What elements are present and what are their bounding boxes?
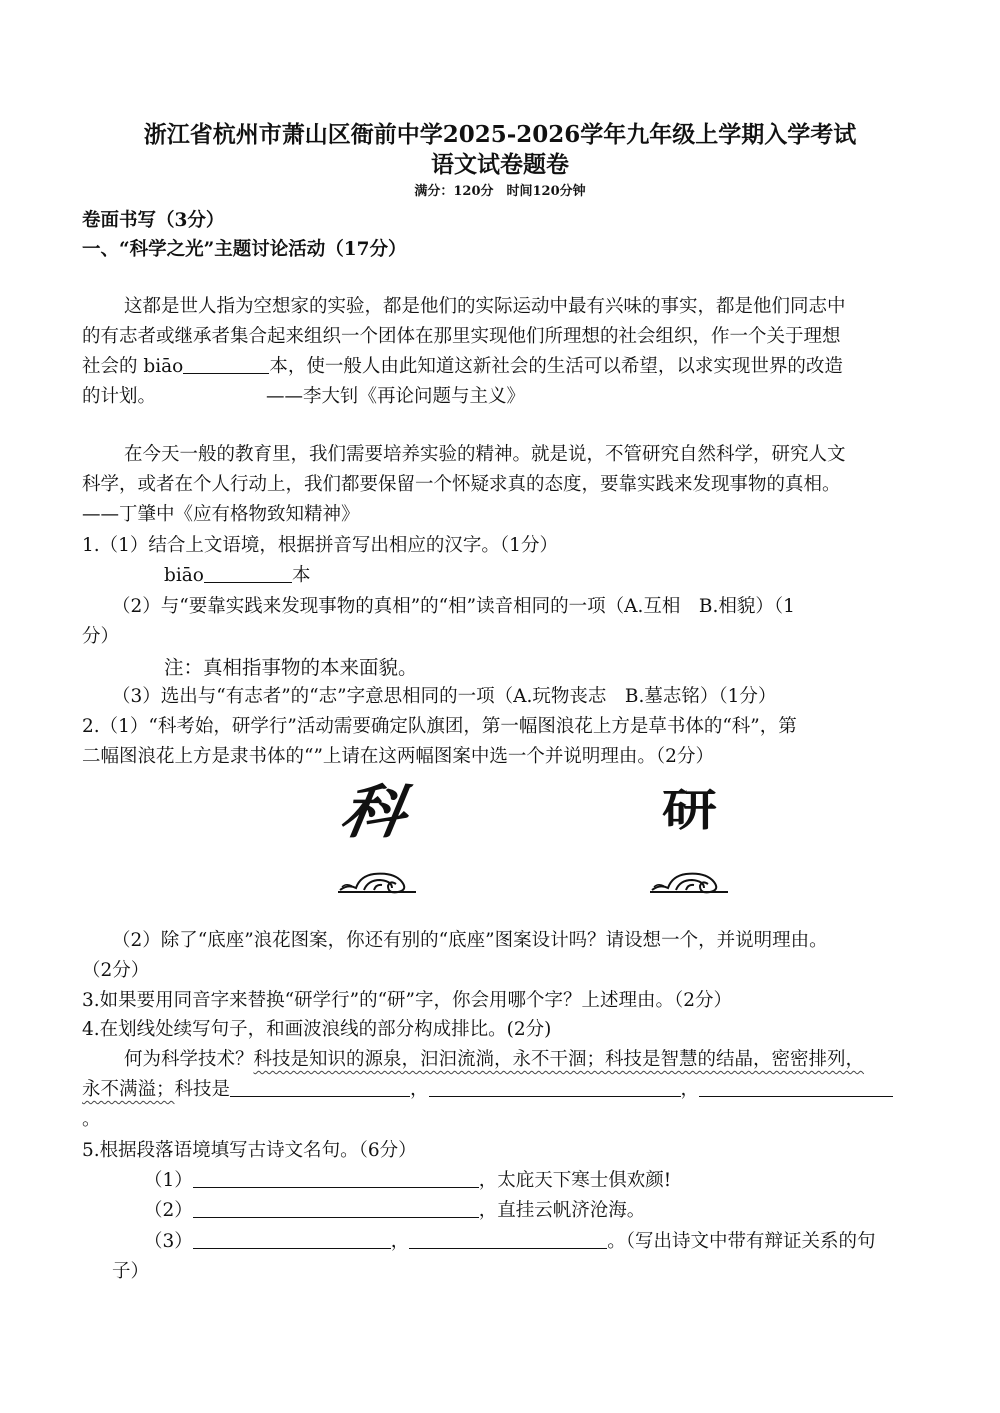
q5-item3-blank-2[interactable]	[409, 1230, 607, 1249]
q4-lead: 何为科学技术？	[124, 1049, 254, 1070]
q5-item3-num: （3）	[144, 1231, 193, 1252]
q4-wavy-text-1: 科技是知识的源泉，汩汩流淌，永不干涸；科技是智慧的结晶，密密排列，	[253, 1049, 865, 1070]
q4-comma-2: ，	[680, 1079, 700, 1100]
q1-part3: （3）选出与“有志者”的“志”字意思相同的一项（A.玩物丧志 B.墓志铭）（1分）	[112, 686, 777, 707]
q5-item1-blank[interactable]	[193, 1169, 479, 1188]
q5-item1-tail: ，太庇天下寒士俱欢颜!	[478, 1170, 672, 1191]
wave-base-icon	[336, 858, 426, 898]
q2-part2-line2: （2分）	[82, 960, 150, 981]
flag-design-cursive-ke	[336, 780, 426, 900]
q1-ben: 本	[291, 565, 311, 586]
flag-design-clerical-yan	[648, 780, 738, 900]
q1-pinyin: biāo	[164, 565, 204, 586]
section-part1: 一、“科学之光”主题讨论活动（17分）	[82, 239, 407, 260]
q2-part2-line1: （2）除了“底座”浪花图案，你还有别的“底座”图案设计吗？请设想一个，并说明理由。	[112, 930, 828, 951]
q4-answer-blank-2[interactable]	[429, 1078, 681, 1097]
pinyin-biao: 社会的 biāo	[82, 356, 184, 377]
q4-wavy-text-2: 永不满溢；	[82, 1079, 175, 1100]
q1-note: 注：真相指事物的本来面貌。	[164, 656, 418, 679]
q5-item2-blank[interactable]	[193, 1199, 479, 1218]
q5-item3-tail2: 子）	[112, 1261, 150, 1282]
q3-text: 3.如果要用同音字来替换“研学行”的“研”字，你会用哪个字？上述理由。（2分）	[82, 990, 733, 1011]
q5-item2	[144, 1198, 645, 1224]
q5-item2-tail: ，直挂云帆济沧海。	[478, 1200, 646, 1221]
q4-answer-blank-1[interactable]	[230, 1078, 410, 1097]
exam-subtitle: 语文试卷题卷	[431, 151, 569, 178]
q1-part2-line2: 分）	[82, 626, 120, 647]
q4-answer-blank-3[interactable]	[699, 1078, 893, 1097]
clerical-yan-char: 研	[662, 785, 717, 836]
passage1-line2: 的有志者或继承者集合起来组织一个团体在那里实现他们所理想的社会组织，作一个关于理想	[82, 326, 841, 347]
q5-item1-num: （1）	[144, 1170, 193, 1191]
q4-comma-1: ，	[410, 1079, 429, 1100]
passage1-line3	[82, 354, 843, 380]
q5-title: 5.根据段落语境填写古诗文名句。（6分）	[82, 1140, 417, 1161]
wave-base-icon	[648, 858, 738, 898]
cursive-ke-char: 科	[336, 778, 410, 846]
q4-line1	[124, 1047, 864, 1073]
q4-period: 。	[82, 1109, 101, 1130]
passage1-source: ——李大钊《再论问题与主义》	[266, 386, 526, 407]
q4-line2	[82, 1077, 893, 1103]
q5-item3-blank-1[interactable]	[193, 1230, 391, 1249]
q5-item3	[144, 1229, 876, 1255]
q5-item3-tail: 。（写出诗文中带有辩证关系的句	[607, 1231, 876, 1252]
answer-blank-biao[interactable]	[183, 355, 269, 374]
passage1-line4: 的计划。	[82, 386, 157, 407]
exam-meta: 满分：120分 时间120分钟	[414, 184, 586, 199]
q5-item1	[144, 1168, 671, 1194]
q1-part1: 1.（1）结合上文语境，根据拼音写出相应的汉字。（1分）	[82, 535, 558, 556]
passage2-line1: 在今天一般的教育里，我们需要培养实验的精神。就是说，不管研究自然科学，研究人文	[124, 444, 846, 465]
q2-part1-line2: 二幅图浪花上方是隶书体的“”上请在这两幅图案中选一个并说明理由。（2分）	[82, 746, 714, 767]
q1-pinyin-line	[164, 563, 310, 589]
section-handwriting: 卷面书写（3分）	[82, 210, 225, 231]
q4-cont: 科技是	[174, 1079, 231, 1100]
q5-item2-num: （2）	[144, 1200, 193, 1221]
passage2-line2: 科学，或者在个人行动上，我们都要保留一个怀疑求真的态度，要靠实践来发现事物的真相。	[82, 474, 841, 495]
passage1-line3-rest: 本，使一般人由此知道这新社会的生活可以希望，以求实现世界的改造	[269, 356, 843, 377]
exam-title: 浙江省杭州市萧山区衙前中学2025-2026学年九年级上学期入学考试	[143, 121, 857, 148]
q2-part1-line1: 2.（1）“科考始，研学行”活动需要确定队旗团，第一幅图浪花上方是草书体的“科”，第	[82, 716, 797, 737]
passage2-source: ——丁肇中《应有格物致知精神》	[82, 504, 360, 525]
q1-part2-line1: （2）与“要靠实践来发现事物的真相”的“相”读音相同的一项（A.互相 B.相貌）（1	[112, 596, 795, 617]
q4-prompt: 4.在划线处续写句子，和画波浪线的部分构成排比。(2分)	[82, 1019, 552, 1040]
q1-answer-blank[interactable]	[204, 564, 292, 583]
q5-item3-comma: ，	[390, 1231, 410, 1252]
passage1-line1: 这都是世人指为空想家的实验，都是他们的实际运动中最有兴味的事实，都是他们同志中	[124, 296, 846, 317]
